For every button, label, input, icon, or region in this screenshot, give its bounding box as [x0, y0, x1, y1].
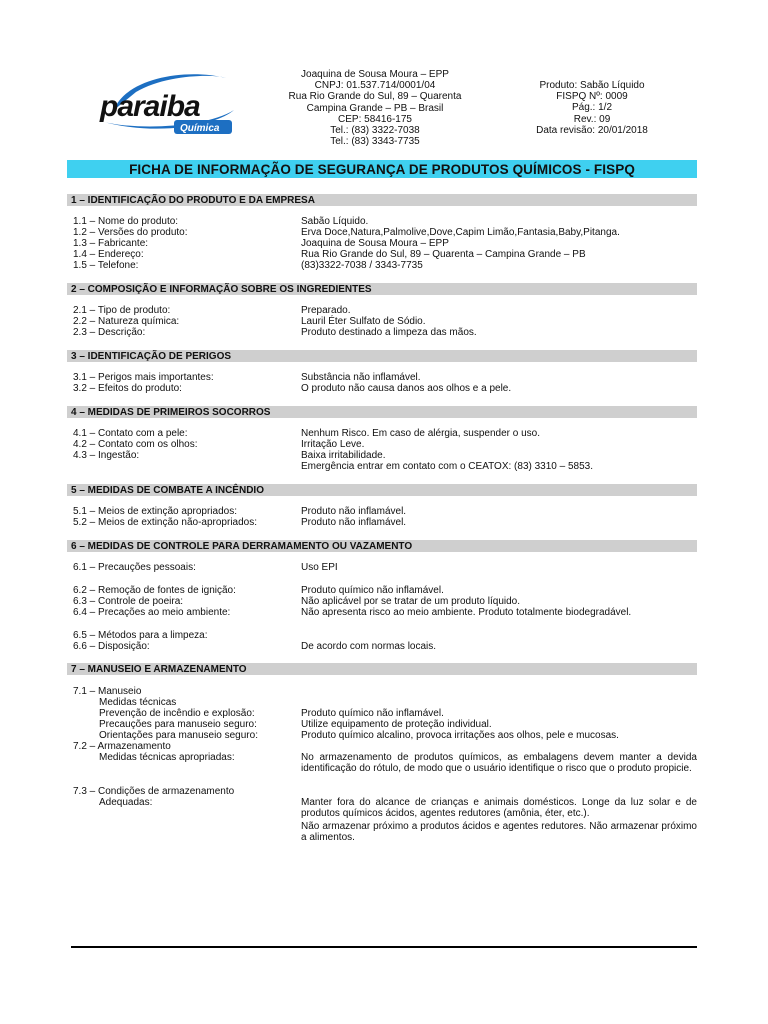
section-1-title: 1 – IDENTIFICAÇÃO DO PRODUTO E DA EMPRESA	[71, 194, 315, 206]
field-value: Utilize equipamento de proteção individual.	[301, 719, 492, 730]
field-value: Produto químico não inflamável.	[301, 585, 444, 596]
svg-text:Química: Química	[180, 123, 220, 134]
company-name: Joaquina de Sousa Moura – EPP	[301, 69, 449, 80]
footer-divider	[71, 946, 697, 948]
document-title: FICHA DE INFORMAÇÃO DE SEGURANÇA DE PRODUTOS QUÍMICOS - FISPQ	[129, 162, 635, 177]
page-number: Pág.: 1/2	[571, 102, 613, 114]
fispq-number: FISPQ Nº: 0009	[556, 91, 628, 103]
section-2-header	[67, 283, 697, 295]
section-6-header	[67, 540, 697, 552]
field-sublabel: Medidas técnicas apropriadas:	[99, 752, 235, 763]
section-1-header	[67, 194, 697, 206]
field-label: 6.5 – Métodos para a limpeza:	[73, 630, 208, 641]
field-value: Não aplicável por se tratar de um produto líquido.	[301, 596, 521, 607]
section-5-title: 5 – MEDIDAS DE COMBATE A INCÊNDIO	[71, 484, 264, 496]
field-value: Substância não inflamável.	[301, 372, 421, 383]
company-cep: CEP: 58416-175	[338, 113, 412, 125]
field-label: 5.1 – Meios de extinção apropriados:	[73, 506, 237, 517]
field-sublabel: Orientações para manuseio seguro:	[99, 730, 258, 741]
field-value: Produto não inflamável.	[301, 506, 407, 517]
company-tel-1: Tel.: (83) 3322-7038	[330, 125, 420, 137]
field-label: 4.1 – Contato com a pele:	[73, 428, 188, 439]
product-name: Produto: Sabão Líquido	[539, 80, 645, 91]
field-label: 4.3 – Ingestão:	[73, 450, 140, 461]
field-value: (83)3322-7038 / 3343-7735	[301, 260, 423, 271]
field-value: Erva Doce,Natura,Palmolive,Dove,Capim Limão,Fantasia,Baby,Pitanga.	[301, 227, 620, 238]
field-label: 6.1 – Precauções pessoais:	[73, 562, 196, 573]
field-value: No armazenamento de produtos químicos, as embalagens devem manter a devida identificação do rótulo, de modo que o usuário identifique o risco que o produto propicie.	[301, 752, 697, 774]
field-value: Joaquina de Sousa Moura – EPP	[301, 238, 449, 249]
field-value: Baixa irritabilidade.	[301, 450, 386, 461]
company-cnpj: CNPJ: 01.537.714/0001/04	[314, 80, 436, 92]
revision-date: Data revisão: 20/01/2018	[536, 124, 648, 136]
field-label: 6.2 – Remoção de fontes de ignição:	[73, 585, 236, 596]
section-7-title: 7 – MANUSEIO E ARMAZENAMENTO	[71, 663, 247, 675]
field-label: 1.3 – Fabricante:	[73, 238, 149, 249]
company-tel-2: Tel.: (83) 3343-7735	[330, 136, 420, 148]
section-2-title: 2 – COMPOSIÇÃO E INFORMAÇÃO SOBRE OS INGREDIENTES	[71, 283, 372, 295]
company-street: Rua Rio Grande do Sul, 89 – Quarenta	[288, 91, 462, 103]
field-value: Produto destinado a limpeza das mãos.	[301, 327, 477, 338]
field-sublabel: Precauções para manuseio seguro:	[99, 719, 257, 730]
field-value: Lauril Éter Sulfato de Sódio.	[301, 316, 426, 327]
field-label: 1.4 – Endereço:	[73, 249, 144, 260]
product-info	[522, 80, 662, 136]
field-label: 7.2 – Armazenamento	[73, 741, 171, 752]
field-value: Produto químico não inflamável.	[301, 708, 444, 719]
field-value: Preparado.	[301, 305, 351, 316]
field-label: 1.5 – Telefone:	[73, 260, 139, 271]
field-value: Não armazenar próximo a produtos ácidos e agentes redutores. Não armazenar próximo a alimentos.	[301, 821, 697, 843]
section-6-title: 6 – MEDIDAS DE CONTROLE PARA DERRAMAMENTO OU VAZAMENTO	[71, 540, 413, 552]
field-value: Irritação Leve.	[301, 439, 365, 450]
company-logo	[96, 70, 238, 140]
field-label: 5.2 – Meios de extinção não-apropriados:	[73, 517, 258, 528]
document-title-banner	[67, 160, 697, 178]
field-sublabel: Prevenção de incêndio e explosão:	[99, 708, 255, 719]
company-info	[270, 69, 480, 147]
field-sublabel: Medidas técnicas	[99, 697, 177, 708]
revision: Rev.: 09	[573, 113, 611, 125]
field-label: 3.2 – Efeitos do produto:	[73, 383, 182, 394]
field-label: 2.1 – Tipo de produto:	[73, 305, 171, 316]
field-value: Uso EPI	[301, 562, 338, 573]
field-label: 7.3 – Condições de armazenamento	[73, 786, 235, 797]
field-value: O produto não causa danos aos olhos e a pele.	[301, 383, 512, 394]
section-3-header	[67, 350, 697, 362]
field-value: Emergência entrar em contato com o CEATOX: (83) 3310 – 5853.	[301, 461, 594, 472]
field-label: 1.1 – Nome do produto:	[73, 216, 179, 227]
field-label: 6.4 – Precações ao meio ambiente:	[73, 607, 231, 618]
svg-text:paraiba: paraiba	[100, 90, 200, 123]
field-label: 1.2 – Versões do produto:	[73, 227, 188, 238]
field-value: Produto químico alcalino, provoca irritações aos olhos, pele e mucosas.	[301, 730, 619, 741]
section-5-header	[67, 484, 697, 496]
section-4-title: 4 – MEDIDAS DE PRIMEIROS SOCORROS	[71, 406, 271, 418]
field-value: Nenhum Risco. Em caso de alérgia, suspender o uso.	[301, 428, 541, 439]
field-label: 2.3 – Descrição:	[73, 327, 146, 338]
field-label: 6.6 – Disposição:	[73, 641, 150, 652]
field-value: Produto não inflamável.	[301, 517, 407, 528]
field-value: Sabão Líquido.	[301, 216, 369, 227]
section-3-title: 3 – IDENTIFICAÇÃO DE PERIGOS	[71, 350, 232, 362]
field-label: 6.3 – Controle de poeira:	[73, 596, 184, 607]
field-value: Rua Rio Grande do Sul, 89 – Quarenta – Campina Grande – PB	[301, 249, 586, 260]
field-value: Não apresenta risco ao meio ambiente. Produto totalmente biodegradável.	[301, 607, 632, 618]
field-label: 4.2 – Contato com os olhos:	[73, 439, 198, 450]
field-value: De acordo com normas locais.	[301, 641, 437, 652]
field-label: 2.2 – Natureza química:	[73, 316, 180, 327]
field-label: 7.1 – Manuseio	[73, 686, 142, 697]
section-4-header	[67, 406, 697, 418]
company-city: Campina Grande – PB – Brasil	[306, 102, 444, 114]
section-7-header	[67, 663, 697, 675]
field-value: Manter fora do alcance de crianças e animais domésticos. Longe da luz solar e de produtos químicos ácidos, agentes redutores (amônia, éter, etc.).	[301, 797, 697, 819]
field-label: 3.1 – Perigos mais importantes:	[73, 372, 214, 383]
field-sublabel: Adequadas:	[99, 797, 153, 808]
